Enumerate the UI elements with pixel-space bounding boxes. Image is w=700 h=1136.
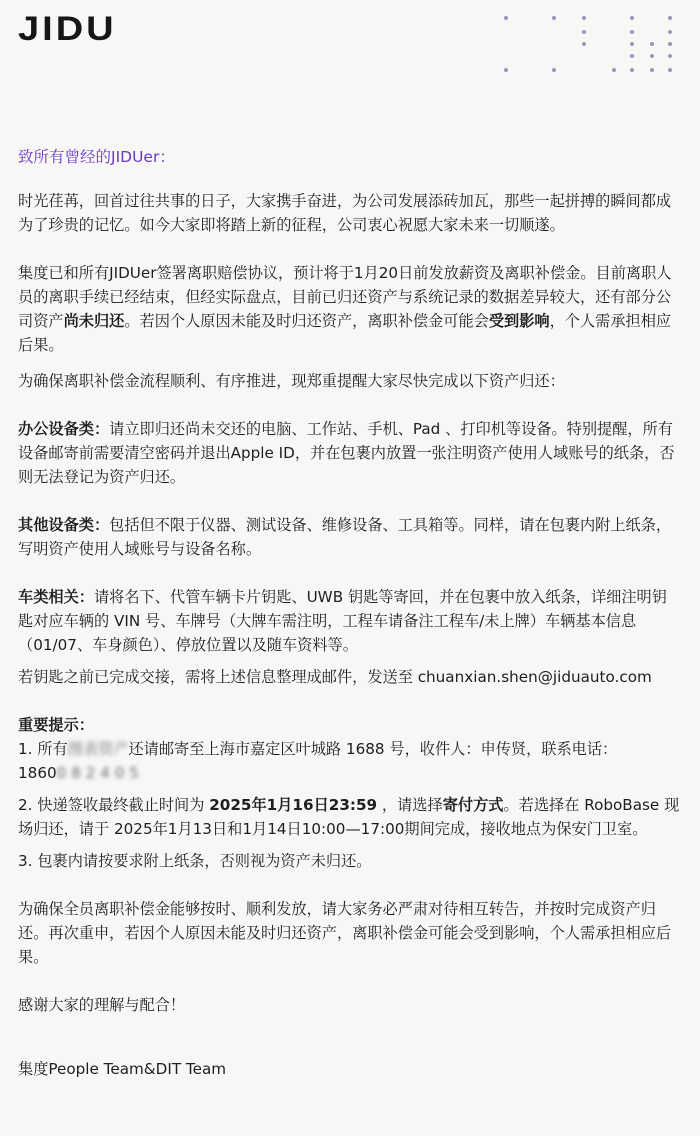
office-equipment-section [18,417,682,489]
decorative-dot-grid [490,12,680,82]
important-item-1 [18,737,682,785]
compensation-paragraph [18,261,682,357]
item1-text-pre: 1. 所有 [18,740,68,758]
other-equipment-text: 包括但不限于仪器、测试设备、维修设备、工具箱等。同样，请在包裹内附上纸条，写明资产使用人域账号与设备名称。 [18,516,672,558]
office-equipment-text: 请立即归还尚未交还的电脑、工作站、手机、Pad 、打印机等设备。特别提醒，所有设备邮寄前需要清空密码并退出Apple ID，并在包裹内放置一张注明资产使用人域账号的纸条，否则无法登记为资产归还。 [18,420,675,486]
closing-paragraph: 为确保全员离职补偿金能够按时、顺利发放，请大家务必严肃对待相互转告，并按时完成资产归还。再次重申，若因个人原因未能及时归还资产，离职补偿金可能会受到影响，个人需承担相应后果。 [18,900,672,966]
vehicle-label: 车类相关： [18,588,94,606]
compensation-text-1: 集度已和所有JIDUer签署离职赔偿协议，预计将于1月20日前发放薪资及离职补偿金。目前离职人员的离职手续已经结束，但经实际盘点，目前已归还资产与系统记录的数据差异较大，还有部分公司资产 [18,264,672,330]
important-item-3: 3. 包裹内请按要求附上纸条，否则视为资产未归还。 [18,852,372,870]
notice-body [18,145,682,1081]
compensation-text-2: 。若因个人原因未能及时归还资产，离职补偿金可能会 [124,312,489,330]
signature: 集度People Team&DIT Team [18,1060,227,1078]
item2-text-mid: ，请选择 [377,796,443,814]
office-equipment-label: 办公设备类： [18,420,110,438]
other-equipment-label: 其他设备类： [18,516,110,534]
greeting: 致所有曾经的JIDUer： [18,148,175,166]
item2-text-post: 。若选择在 RoboBase 现场归还，请于 2025年1月13日和1月14日10:00—17:00期间完成，接收地点为保安门卫室。 [18,796,680,838]
vehicle-section [18,585,682,657]
item1-text-mid: 还请邮寄至上海市嘉定区叶城路 1688 号，收件人：申传贤，联系电话： [128,740,618,758]
jidu-logo: JIDU [18,10,117,48]
deadline-emphasis: 2025年1月16日23:59 [209,796,378,814]
affected-emphasis: 受到影响 [488,312,550,330]
thanks-line: 感谢大家的理解与配合！ [18,996,186,1014]
phone-prefix: 1860 [18,764,57,782]
blurred-phone: 0 8 2 4 0 5 [56,764,139,782]
other-equipment-section [18,513,682,561]
important-title: 重要提示： [18,716,94,734]
keys-note-text: 若钥匙之前已完成交接，需将上述信息整理成邮件，发送至 [18,668,418,686]
keys-note [18,665,682,689]
not-returned-emphasis: 尚未归还 [63,312,125,330]
vehicle-text: 请将名下、代管车辆卡片钥匙、UWB 钥匙等寄回，并在包裹中放入纸条，详细注明钥匙对应车辆的 VIN 号、车牌号（大牌车需注明，工程车请备注工程车/未上牌）车辆基本信息（01/07、车身颜色）、停放位置以及随车资料等。 [18,588,667,654]
blurred-text: 图表资产 [67,740,129,758]
compensation-text-3: ，个人需承担相应后果。 [18,312,672,354]
important-item-2 [18,793,682,841]
intro-paragraph: 时光荏苒，回首过往共事的日子，大家携手奋进，为公司发展添砖加瓦，那些一起拼搏的瞬间都成为了珍贵的记忆。如今大家即将踏上新的征程，公司衷心祝愿大家未来一切顺遂。 [18,192,672,234]
contact-email[interactable]: chuanxian.shen@jiduauto.com [417,668,652,686]
shipping-method-emphasis: 寄付方式 [442,796,504,814]
reminder-paragraph: 为确保离职补偿金流程顺利、有序推进，现郑重提醒大家尽快完成以下资产归还： [18,372,565,390]
item2-text-pre: 2. 快递签收最终截止时间为 [18,796,210,814]
